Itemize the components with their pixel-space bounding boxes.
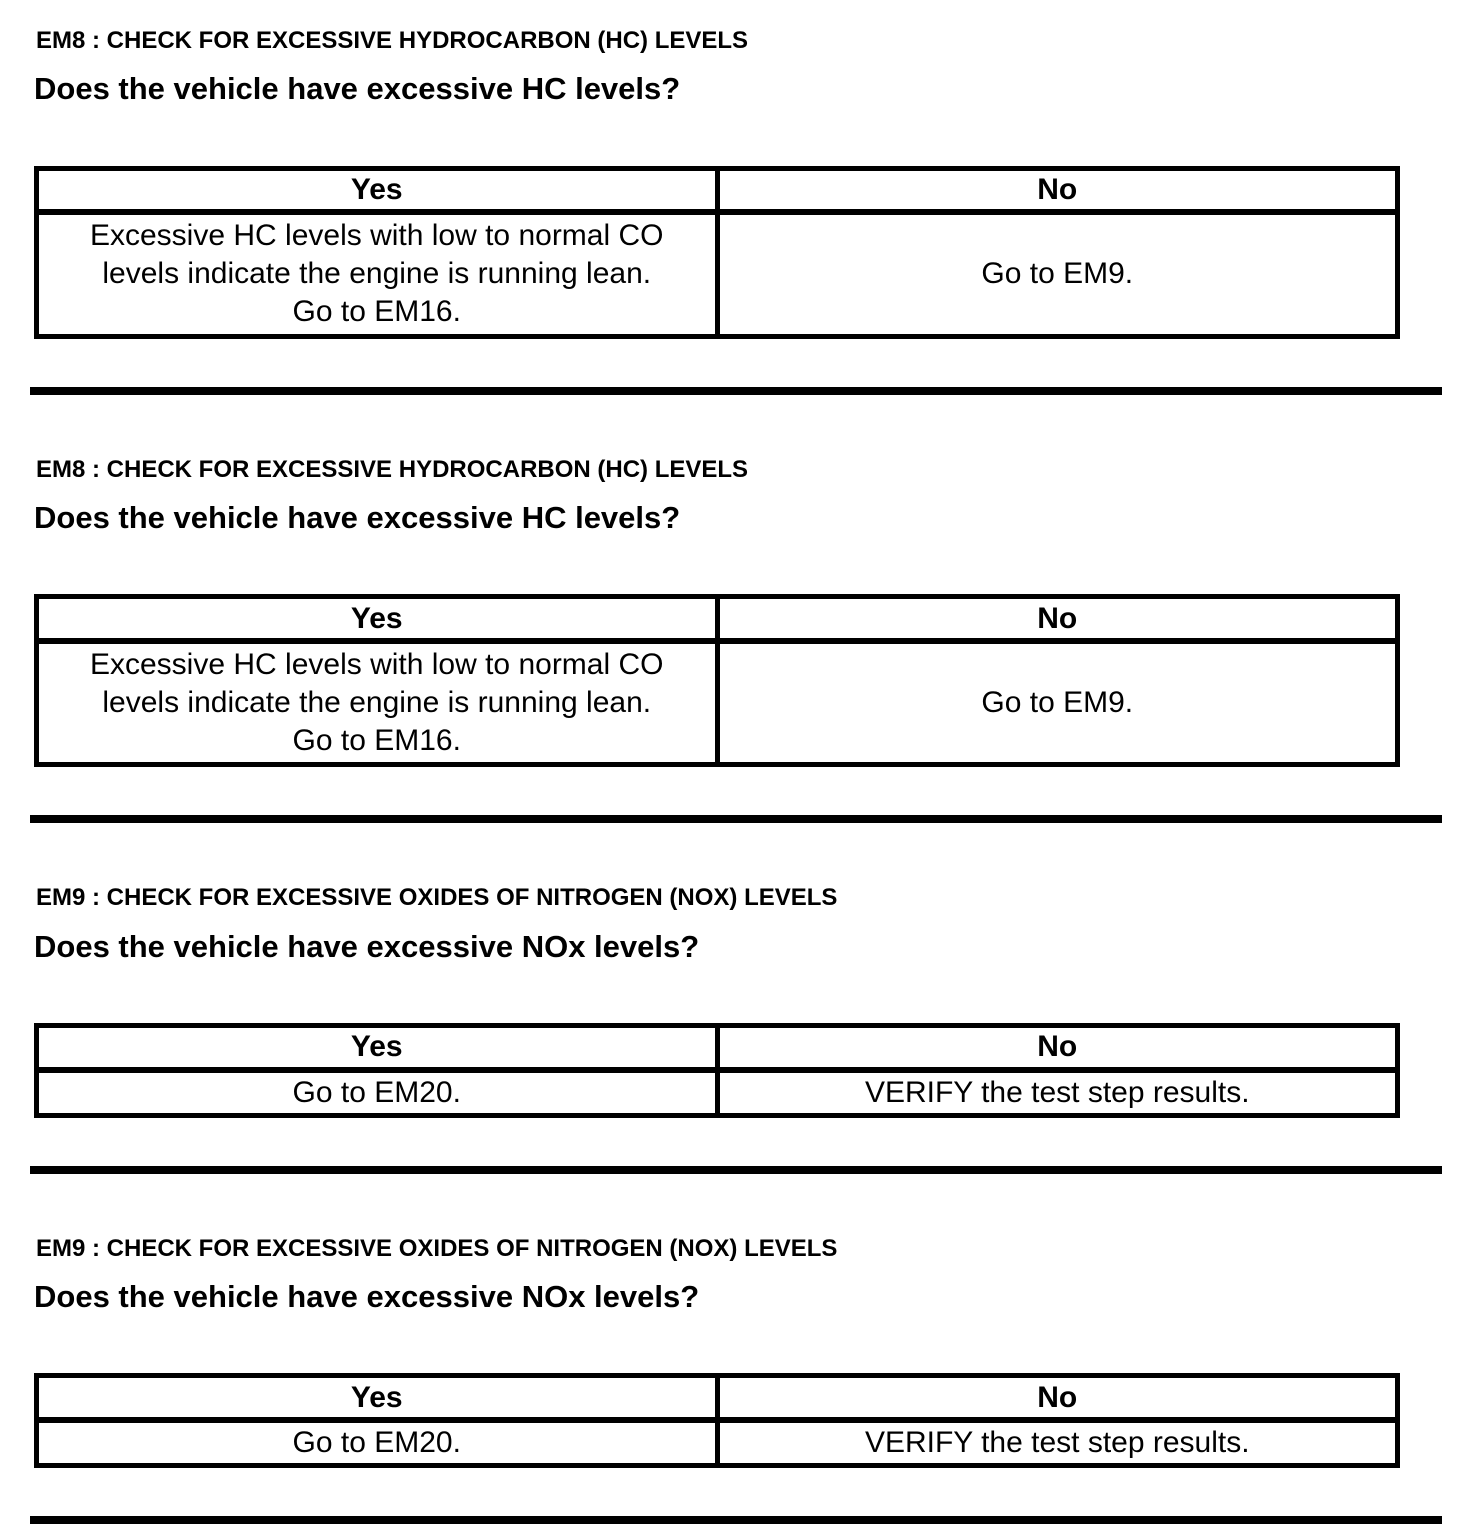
table-header-row xyxy=(37,168,1398,212)
step-heading: EM9 : CHECK FOR EXCESSIVE OXIDES OF NITROGEN (NOX) LEVELS xyxy=(36,884,838,912)
section-divider-rule xyxy=(30,1166,1442,1174)
step-question: Does the vehicle have excessive HC levels? xyxy=(34,71,681,107)
no-column-header: No xyxy=(717,1026,1398,1070)
yes-result-line: Go to EM16. xyxy=(292,724,461,758)
decision-table xyxy=(34,1373,1400,1468)
no-result-line: VERIFY the test step results. xyxy=(864,1425,1250,1459)
decision-table xyxy=(34,166,1400,339)
yes-result-line: Excessive HC levels with low to normal CO xyxy=(89,219,664,253)
no-result-cell xyxy=(717,212,1398,336)
no-result-line: Go to EM9. xyxy=(981,686,1134,720)
yes-result-line: Go to EM20. xyxy=(292,1075,461,1109)
yes-result-line: Excessive HC levels with low to normal CO xyxy=(89,648,664,682)
no-column-header: No xyxy=(717,597,1398,641)
step-question: Does the vehicle have excessive HC levels? xyxy=(34,499,681,535)
no-result-cell xyxy=(717,641,1398,765)
section-divider-rule xyxy=(30,387,1442,395)
test-step-section-em8-2 xyxy=(34,457,1442,824)
no-column-header: No xyxy=(717,1376,1398,1420)
yes-column-header: Yes xyxy=(37,597,718,641)
step-heading: EM8 : CHECK FOR EXCESSIVE HYDROCARBON (HC) LEVELS xyxy=(36,27,749,54)
no-result-cell xyxy=(717,1070,1398,1116)
table-header-row xyxy=(37,597,1398,641)
yes-result-line: levels indicate the engine is running lean. xyxy=(102,257,652,291)
yes-result-line: Go to EM16. xyxy=(292,295,461,329)
table-body-row xyxy=(37,212,1398,336)
table-header-row xyxy=(37,1376,1398,1420)
step-question: Does the vehicle have excessive NOx levels? xyxy=(34,928,700,964)
section-divider-rule xyxy=(30,1516,1442,1524)
step-heading: EM8 : CHECK FOR EXCESSIVE HYDROCARBON (HC) LEVELS xyxy=(36,455,749,483)
decision-table xyxy=(34,594,1400,767)
section-divider-rule xyxy=(30,815,1442,823)
yes-column-header: Yes xyxy=(37,1376,718,1420)
test-step-section-em8-1 xyxy=(34,28,1442,395)
yes-result-cell xyxy=(37,1420,718,1466)
no-result-line: VERIFY the test step results. xyxy=(864,1075,1250,1109)
table-body-row xyxy=(37,1420,1398,1466)
yes-column-header: Yes xyxy=(37,168,718,212)
yes-result-line: Go to EM20. xyxy=(292,1425,461,1459)
test-step-section-em9-1 xyxy=(34,885,1442,1173)
yes-result-line: levels indicate the engine is running lean. xyxy=(102,686,652,720)
yes-result-cell xyxy=(37,212,718,336)
table-body-row xyxy=(37,1070,1398,1116)
yes-result-cell xyxy=(37,1070,718,1116)
yes-result-cell xyxy=(37,641,718,765)
table-header-row xyxy=(37,1026,1398,1070)
no-result-line: Go to EM9. xyxy=(981,257,1134,291)
test-step-section-em9-2 xyxy=(34,1236,1442,1524)
decision-table xyxy=(34,1023,1400,1118)
no-column-header: No xyxy=(717,168,1398,212)
yes-column-header: Yes xyxy=(37,1026,718,1070)
step-question: Does the vehicle have excessive NOx levels? xyxy=(34,1278,700,1314)
step-heading: EM9 : CHECK FOR EXCESSIVE OXIDES OF NITROGEN (NOX) LEVELS xyxy=(36,1234,838,1262)
table-body-row xyxy=(37,641,1398,765)
no-result-cell xyxy=(717,1420,1398,1466)
